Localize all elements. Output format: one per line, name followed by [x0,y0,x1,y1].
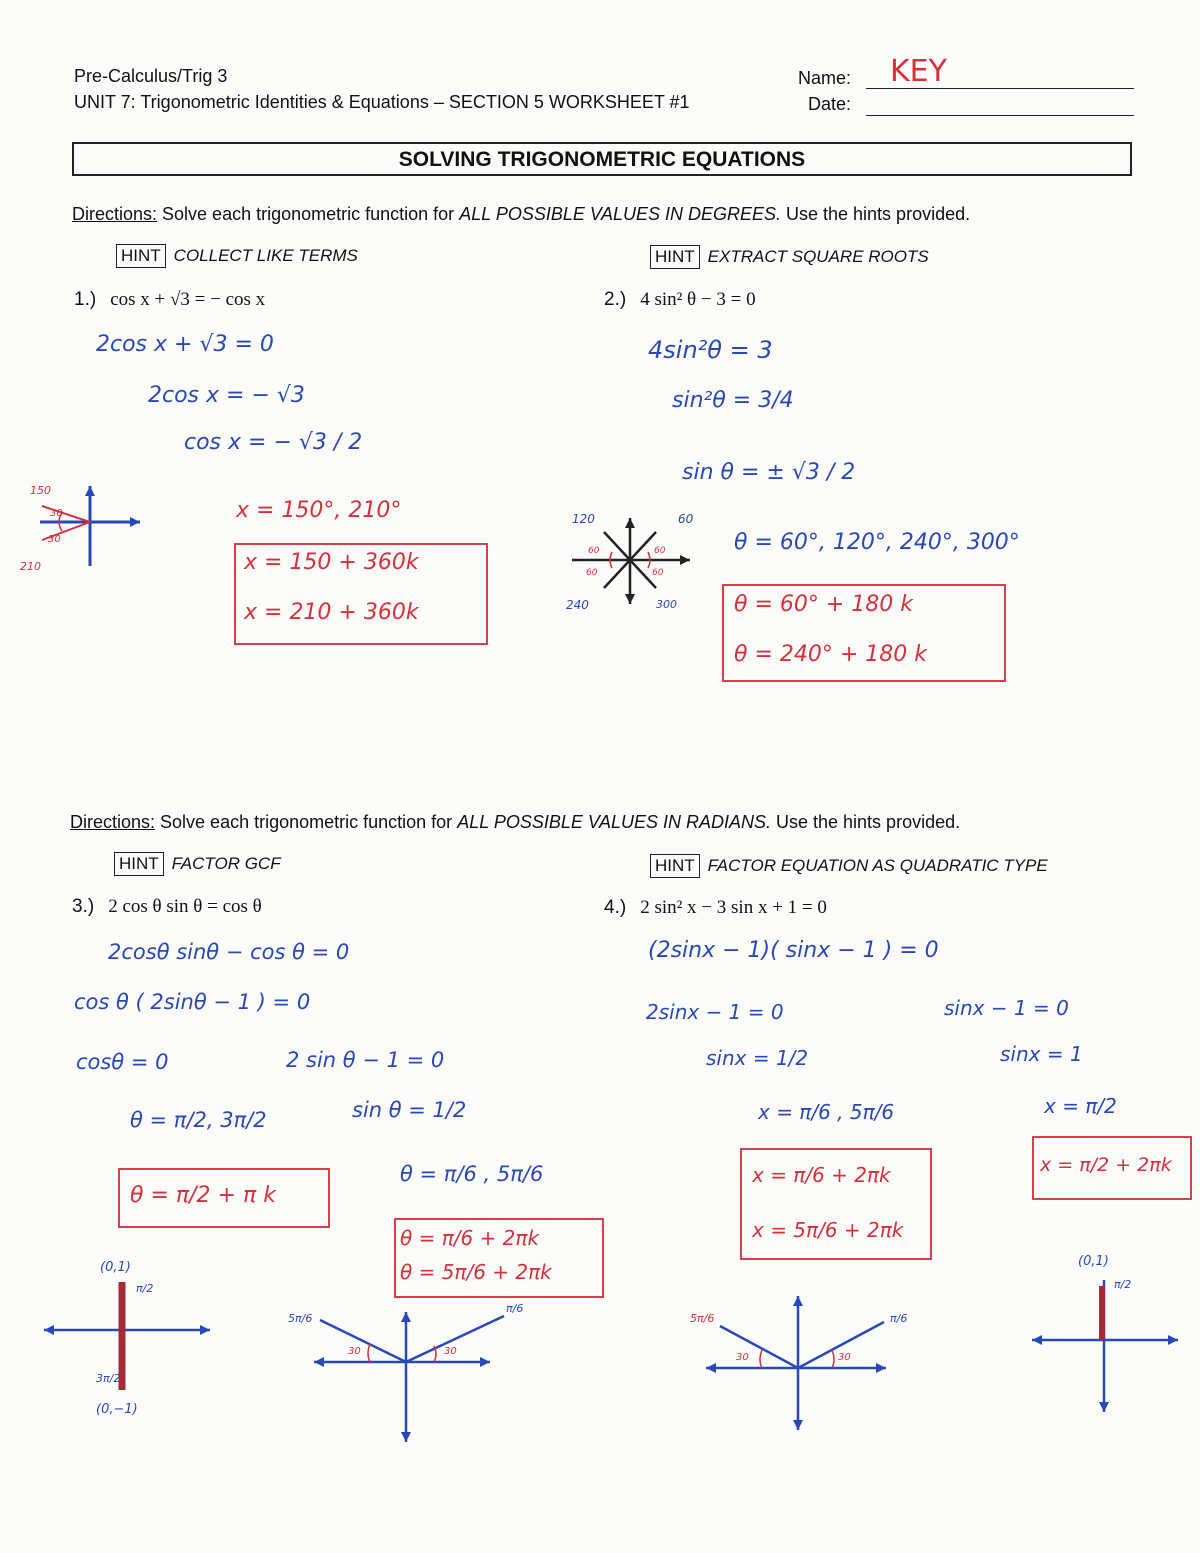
diagram-label: (0,1) [1078,1254,1109,1269]
answer-line: x = 5π/6 + 2πk [752,1218,904,1242]
problem-equation: 2 cos θ sin θ = cos θ [108,896,262,917]
diagram-label: 240 [566,598,589,612]
work-line: 4sin²θ = 3 [648,336,773,364]
diagram-label: π/6 [506,1302,524,1315]
hint-text: FACTOR EQUATION AS QUADRATIC TYPE [707,856,1048,875]
answer-line: x = π/6 + 2πk [752,1163,891,1187]
hint-tag: HINT [650,854,700,878]
diagram-label: 60 [652,568,664,578]
work-line: cos x = − √3 / 2 [184,430,363,455]
problem-number: 3.) [72,896,95,917]
diagram-label: 120 [572,512,595,526]
name-value: KEY [890,54,947,89]
unit-title: UNIT 7: Trigonometric Identities & Equations – SECTION 5 WORKSHEET #1 [74,92,690,112]
diagram-label: 30 [50,508,63,519]
diagram-label: 30 [48,534,61,545]
diagram-label: 5π/6 [288,1312,313,1325]
directions-emphasis: ALL POSSIBLE VALUES IN DEGREES. [459,204,781,224]
work-line: sin θ = ± √3 / 2 [682,460,856,485]
work-line: 2 sin θ − 1 = 0 [286,1048,445,1072]
work-line: θ = π/2, 3π/2 [130,1108,267,1132]
hint-text: FACTOR GCF [171,854,281,873]
problem-equation: 2 sin² x − 3 sin x + 1 = 0 [640,897,827,918]
diagram-label: 30 [348,1346,361,1357]
course-title: Pre-Calculus/Trig 3 [74,66,228,86]
answer-line: θ = π/2 + π k [130,1183,276,1208]
work-line: 2sinx − 1 = 0 [646,1000,784,1024]
hint-text: COLLECT LIKE TERMS [173,246,358,265]
diagram-label: π/6 [890,1312,908,1325]
directions-label: Directions: [72,204,158,224]
problem-equation: cos x + √3 = − cos x [110,289,266,310]
directions-label: Directions: [70,812,156,832]
diagram-label: 30 [838,1352,851,1363]
work-line: 2cosθ sinθ − cos θ = 0 [108,940,350,964]
hint-tag: HINT [116,244,166,268]
work-line: θ = π/6 , 5π/6 [400,1162,544,1186]
work-line: sinx = 1/2 [706,1046,809,1070]
problem-number: 1.) [74,289,97,310]
directions-tail: Use the hints provided. [781,204,971,224]
diagram-label: 3π/2 [96,1372,121,1385]
work-line: θ = 60°, 120°, 240°, 300° [734,530,1020,555]
work-line: sinx = 1 [1000,1042,1083,1066]
work-line: 2cos x = − √3 [148,383,305,408]
work-line: sinx − 1 = 0 [944,996,1069,1020]
diagram-label: 60 [678,512,694,526]
problem-number: 2.) [604,289,627,310]
hint-text: EXTRACT SQUARE ROOTS [707,247,929,266]
diagram-label: 150 [30,484,51,497]
diagram-label: 300 [656,598,677,611]
diagram-label: (0,−1) [96,1402,138,1417]
date-label: Date: [808,94,852,114]
work-line: sin θ = 1/2 [352,1098,467,1122]
problem-equation: 4 sin² θ − 3 = 0 [640,289,756,310]
answer-line: θ = π/6 + 2πk [400,1226,540,1250]
diagram-label: 60 [654,546,666,556]
diagram-label: 30 [736,1352,749,1363]
hint-tag: HINT [650,245,700,269]
work-line: x = π/6 , 5π/6 [758,1100,895,1124]
diagram-label: 30 [444,1346,457,1357]
work-line: x = π/2 [1044,1094,1117,1118]
answer-line: θ = 5π/6 + 2πk [400,1260,552,1284]
directions-text: Solve each trigonometric function for [157,204,460,224]
answer-line: x = 210 + 360k [244,600,419,625]
answer-line: θ = 60° + 180 k [734,592,914,617]
diagram-label: π/2 [1114,1278,1132,1291]
directions-text: Solve each trigonometric function for [155,812,458,832]
problem-number: 4.) [604,897,627,918]
work-line: cosθ = 0 [76,1050,169,1074]
answer-line: θ = 240° + 180 k [734,642,928,667]
hint-tag: HINT [114,852,164,876]
answer-line: x = π/2 + 2πk [1040,1154,1172,1176]
diagram-label: π/2 [136,1282,154,1295]
work-line: 2cos x + √3 = 0 [96,332,274,357]
name-label: Name: [798,68,852,88]
worksheet-title: SOLVING TRIGONOMETRIC EQUATIONS [72,142,1132,176]
work-line: sin²θ = 3/4 [672,388,794,413]
diagram-label: 5π/6 [690,1312,715,1325]
diagram-label: 60 [586,568,598,578]
work-line: (2sinx − 1)( sinx − 1 ) = 0 [648,938,939,963]
work-line: x = 150°, 210° [236,498,402,523]
answer-line: x = 150 + 360k [244,550,419,575]
diagram-label: (0,1) [100,1260,131,1275]
diagram-label: 210 [20,560,41,573]
diagram-label: 60 [588,546,600,556]
directions-emphasis: ALL POSSIBLE VALUES IN RADIANS. [457,812,771,832]
directions-tail: Use the hints provided. [771,812,961,832]
work-line: cos θ ( 2sinθ − 1 ) = 0 [74,990,311,1014]
